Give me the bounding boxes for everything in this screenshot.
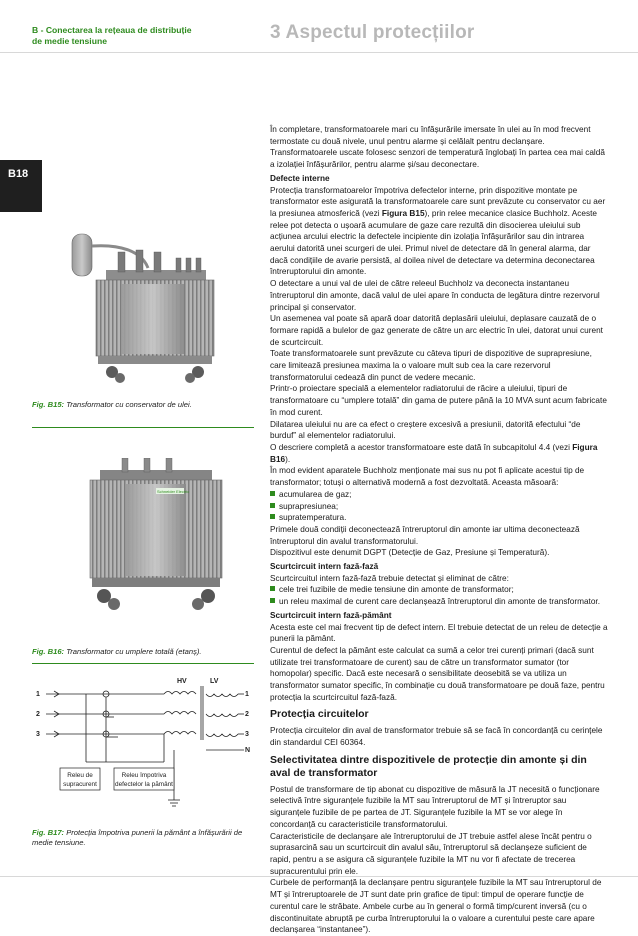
paragraph: Printr-o proiectare specială a elementelor radiatorului de răcire a uleiului, tipuri de transformatoare cu “umplere totală” din gama de putere până la 10 MVA sunt acum fabricate în mod curent. xyxy=(270,384,607,417)
figure-reference: Figura B16 xyxy=(270,442,598,464)
paragraph: Dispozitivul este denumit DGPT (Detecție de Gaz, Presiune și Temperatură). xyxy=(270,548,550,558)
secondary-phase-1: 1 xyxy=(245,691,249,698)
overcurrent-relay-label-2: supracurent xyxy=(63,781,97,788)
text-run: ). xyxy=(285,454,291,464)
bullet-item: suprapresiunea; xyxy=(270,501,608,513)
caption-divider xyxy=(32,663,254,664)
lv-label: LV xyxy=(210,678,219,685)
text-run: O descriere completă a acestor transformatoare este dată în subcapitolul 4.4 (vezi xyxy=(270,442,573,452)
paragraph: Curentul de defect la pământ este calculat ca sumă a celor trei curenți primari (dacă sunt utilizate trei transformatoare de curent) sau de către un transformator sumator (tor homopolar) specific. Dacă este necesară o sensibilitate deosebită se va utiliza un transformator sumator specific, în combinație cu două transformatoare pe două faze, pentru protecția la scurtcircuitul fază-fază. xyxy=(270,645,605,702)
figure-b15-image xyxy=(52,222,246,392)
figure-b17-diagram xyxy=(34,672,256,820)
figure-b15-number: Fig. B15: xyxy=(32,400,65,409)
paragraph: Caracteristicile de declanșare ale întreruptorului de JT trebuie astfel alese încât pentru o suprasarcină sau un scurtcircuit din avalul său, întreruptorul să declanșeze suficient de rapid, pentru a se asigura că siguranțele fuzibile la MT nu vor fi afectate de trecerea supracurentului prin ele. xyxy=(270,831,592,876)
subheading-defecte-interne: Defecte interne xyxy=(270,173,330,183)
primary-phase-2: 2 xyxy=(36,711,40,718)
figure-b16-text: Transformator cu umplere totală (etanș). xyxy=(64,647,202,656)
bullet-item: acumularea de gaz; xyxy=(270,489,608,501)
figure-b15-caption xyxy=(32,400,252,410)
heading-protectia-circuitelor: Protecția circuitelor xyxy=(270,708,369,721)
figure-b16-caption xyxy=(32,647,252,657)
page-tab-label: B18 xyxy=(8,168,29,180)
figure-b17-number: Fig. B17: xyxy=(32,828,65,837)
figure-b16-number: Fig. B16: xyxy=(32,647,65,656)
section-heading xyxy=(32,25,232,46)
paragraph: Protecția circuitelor din aval de transformator trebuie să se facă în concordanță cu cerințele din standardul CEI 60364. xyxy=(270,726,603,747)
paragraph: Toate transformatoarele sunt prevăzute cu câteva tipuri de dispozitive de suprapresiune, care limitează presiunea maxima la o valoare mult sub cea la care rezervorul transformatorului cedează din punct de vedere mecanic. xyxy=(270,349,592,382)
secondary-phase-2: 2 xyxy=(245,711,249,718)
bullet-item: cele trei fuzibile de medie tensiune din amonte de transformator; xyxy=(270,584,608,596)
text-run: ), prin relee mecanice clasice Buchholz. Aceste relee pot detecta o ușoară acumulare de gaze care rezultă din disocierea uleiului sub acțiunea arcului electric la defectele incipiente din izolația înfășurărilor sau din intrarea aerului datorită unei scurgeri de ulei. Primul nivel de detectare dă în general alarma, dar dacă condițiile de avarie persistă, al doilea nivel de detectare va determina deconectarea întreruptorului din amonte. xyxy=(270,208,597,277)
overcurrent-relay-label-1: Releu de xyxy=(67,772,93,779)
figure-b15-text: Transformator cu conservator de ulei. xyxy=(64,400,192,409)
primary-phase-1: 1 xyxy=(36,691,40,698)
primary-phase-3: 3 xyxy=(36,731,40,738)
figure-b17-text: Protecția împotriva punerii la pământ a înfășurării de medie tensiune. xyxy=(32,828,243,847)
earth-fault-relay-label-1: Releu împotriva xyxy=(121,772,167,779)
caption-divider xyxy=(32,427,254,428)
heading-selectivitatea: Selectivitatea dintre dispozitivele de protecție din amonte și din aval de transformator xyxy=(270,753,587,780)
page-title: 3 Aspectul protecțiilor xyxy=(270,22,475,43)
nameplate-logo-text: Schneider Electric xyxy=(157,489,190,494)
paragraph: Primele două condiții deconectează întreruptorul din amonte iar ultima deconectează întreruptorul din avalul transformatorului. xyxy=(270,524,580,546)
hv-label: HV xyxy=(177,678,187,685)
subheading-faza-faza: Scurtcircuit intern fază-fază xyxy=(270,562,379,572)
header-divider xyxy=(0,52,638,53)
section-heading-line2: de medie tensiune xyxy=(32,35,107,46)
secondary-neutral: N xyxy=(245,747,251,754)
footer-divider xyxy=(0,876,638,877)
paragraph xyxy=(270,442,608,465)
figure-reference: Figura B15 xyxy=(381,208,425,218)
bullet-item: un releu maximal de curent care declanșează întreruptorul din amonte de transformator. xyxy=(270,596,608,608)
paragraph: Scurtcircuitul intern fază-fază trebuie detectat și eliminat de către: xyxy=(270,573,509,583)
body-text-column xyxy=(270,124,608,936)
bullet-item: supratemperatura. xyxy=(270,512,608,524)
paragraph: Un asemenea val poate să apară doar datorită deplasării uleiului, deplasare cauzată de o formare rapidă a bulelor de gaz generate de către un arc electric în ulei, datorat unui curent de scurtcircuit. xyxy=(270,314,603,347)
earth-fault-relay-label-2: defectelor la pământ xyxy=(115,781,173,788)
paragraph: O detectare a unui val de ulei de către releeul Buchholz va deconecta instantaneu întreruptorul din amonte, dacă valul de ulei apare în conducta de legătura dintre rezervorul principal și conservator. xyxy=(270,279,600,312)
paragraph: Dilatarea uleiului nu are ca efect o creștere excesivă a presiunii, datorită efectului “de burduf” al elementelor radiatorului. xyxy=(270,419,581,441)
paragraph: În completare, transformatoarele mari cu înfășurările imersate în ulei au în mod frecvent termostate cu două nivele, unul pentru alarme și celălalt pentru declanșare. Transformatoarele uscate folosesc senzori de temperatură înglobați în partea cea mai caldă a izolației înfășurărilor, pentru alarme și/sau deconectare. xyxy=(270,125,605,170)
paragraph: Curbele de performanță la declanșare pentru siguranțele fuzibile la MT sau întreruptorul de MT și întreruptoarele de JT sunt date prin grafice de tipul: timpul de operare funcție de curentul care le străbate. Ambele curbe au în general o formă timp/curent inversă (cu o discontinuitate abruptă pe curba întreruptorului la o valoare a curentului peste care apare declanșarea “instantanee”). xyxy=(270,878,602,935)
paragraph: Acesta este cel mai frecvent tip de defect intern. El trebuie detectat de un releu de detecție a punerii la pământ. xyxy=(270,622,608,644)
text-run: Protecția transformatoarelor împotriva defectelor interne, prin dispozitive montate pe transformator este asigurată la transformatoarele care sunt prevăzute cu conservator cu aer la presiunea atmosferică (vezi xyxy=(270,185,606,218)
figure-b17-caption xyxy=(32,828,252,848)
subheading-faza-pamant: Scurtcircuit intern fază-pământ xyxy=(270,610,392,620)
paragraph xyxy=(270,185,608,279)
paragraph: Postul de transformare de tip abonat cu dispozitive de măsură la JT necesită o funcționare selectivă între siguranțele fuzibile la MT sau întreruptorul de MT și întreruptor sau siguranțele fuzibile de pe partea de JT. Siguranțele fuzibile la MT se vor alege în concordanță cu caracteristicile transformatorului. xyxy=(270,784,600,829)
page-tab xyxy=(0,160,42,212)
paragraph: În mod evident aparatele Buchholz menționate mai sus nu pot fi aplicate acestui tip de transformator; totuși o alternativă modernă a fost dezvoltată. Aceasta măsoară: xyxy=(270,466,585,488)
secondary-phase-3: 3 xyxy=(245,731,249,738)
figure-b16-image xyxy=(52,458,246,616)
section-heading-line1: B - Conectarea la rețeaua de distribuție xyxy=(32,25,192,35)
